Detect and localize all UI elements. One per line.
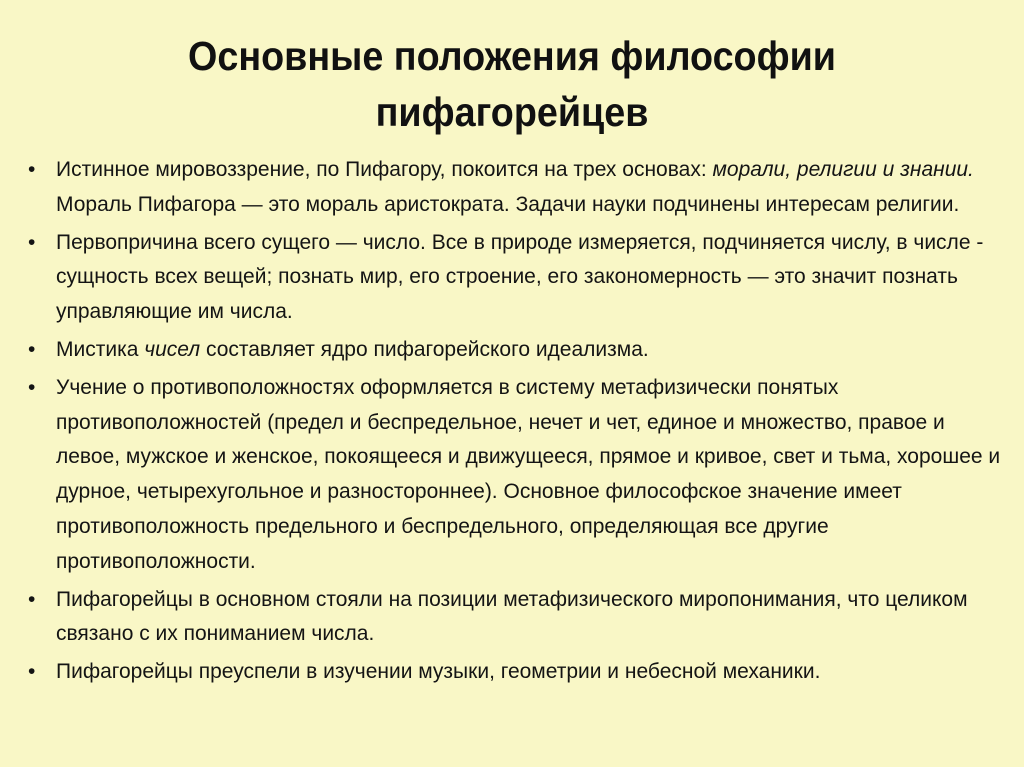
- bullet-dot: •: [28, 375, 36, 399]
- bullet-1-text-b: Мораль Пифагора — это мораль аристократа. Задачи науки подчинены интересам религии.: [56, 192, 960, 216]
- bullet-2-text: Первопричина всего сущего — число. Все в природе измеряется, подчиняется числу, в числе - сущность всех вещей; познать мир, его строение, его закономерность — это значит познать управляющие им числа.: [56, 230, 984, 324]
- slide-title-line-2: пифагорейцев: [375, 89, 649, 135]
- bullet-5-text: Пифагорейцы в основном стояли на позиции метафизического миропонимания, что целиком связано с их пониманием числа.: [56, 587, 968, 646]
- bullet-dot: •: [28, 660, 36, 684]
- bullet-3-text-a: Мистика: [56, 337, 145, 361]
- bullet-item-2: [20, 226, 1010, 330]
- bullet-item-1: [20, 153, 1010, 223]
- bullet-3-text-b: составляет ядро пифагорейского идеализма.: [200, 337, 649, 361]
- bullet-list: [20, 153, 1010, 693]
- slide-title: [41, 28, 983, 140]
- bullet-dot: •: [28, 158, 36, 181]
- bullet-1-text-a: Истинное мировоззрение, по Пифагору, покоится на трех основах:: [56, 158, 713, 181]
- bullet-3-italic: чисел: [144, 337, 201, 361]
- bullet-item-6: [20, 655, 1010, 690]
- bullet-item-4: [20, 371, 1010, 580]
- bullet-item-5: [20, 583, 1010, 653]
- bullet-dot: •: [28, 337, 36, 361]
- bullet-dot: •: [28, 230, 36, 254]
- slide-title-line-1: Основные положения философии: [188, 33, 836, 79]
- bullet-dot: •: [28, 587, 36, 611]
- bullet-1-italic: морали, религии и знании.: [712, 158, 974, 181]
- bullet-4-text: Учение о противоположностях оформляется в систему метафизически понятых противоположностей (предел и беспредельное, нечет и чет, единое и множество, правое и левое, мужское и женское, покоящееся и движущееся, прямое и кривое, свет и тьма, хорошее и дурное, четырехугольное и разностороннее). Основное философское значение имеет противоположность предельного и беспредельного, определяющая все другие противоположности.: [56, 375, 1001, 573]
- bullet-6-text: Пифагорейцы преуспели в изучении музыки, геометрии и небесной механики.: [56, 660, 821, 684]
- bullet-item-3: [20, 333, 1010, 368]
